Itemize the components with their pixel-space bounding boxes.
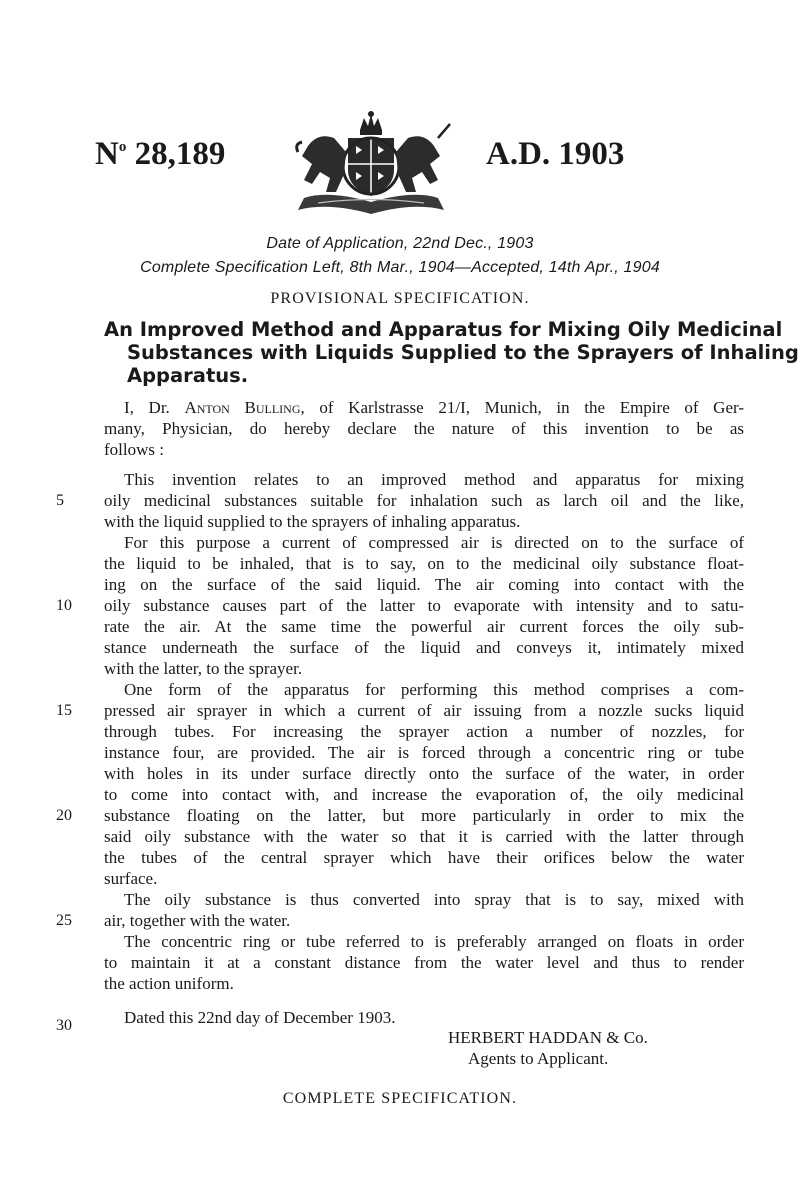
body-line: said oily substance with the water so that it is carried with the latter through	[104, 827, 744, 846]
body-line: This invention relates to an improved method and apparatus for mixing	[124, 470, 744, 489]
body-line: many, Physician, do hereby declare the nature of this invention to be as	[104, 419, 744, 438]
line-number: 25	[56, 912, 72, 929]
body-line: surface.	[104, 869, 158, 888]
patent-number-prefix: N	[95, 136, 119, 172]
body-line: the liquid to be inhaled, that is to say, on to the medicinal oily substance float-	[104, 554, 744, 573]
body-line: to maintain it at a constant distance from the water level and thus to render	[104, 953, 744, 972]
line-number: 30	[56, 1017, 72, 1034]
body-line: the action uniform.	[104, 974, 234, 993]
applicant-name: Anton Bulling	[184, 398, 301, 417]
body-line: with the liquid supplied to the sprayers of inhaling apparatus.	[104, 512, 521, 531]
provisional-title-line: Substances with Liquids Supplied to the Sprayers of Inhaling	[127, 341, 799, 364]
provisional-title-line: Apparatus.	[127, 364, 249, 387]
body-line: oily medicinal substances suitable for inhalation such as larch oil and the like,	[104, 491, 744, 510]
body-line: air, together with the water.	[104, 911, 291, 930]
patent-number-value: 28,189	[134, 136, 226, 172]
provisional-heading: PROVISIONAL SPECIFICATION.	[270, 290, 530, 307]
dated-line: Dated this 22nd day of December 1903.	[124, 1008, 396, 1027]
complete-heading: COMPLETE SPECIFICATION.	[282, 1090, 518, 1107]
body-line: The oily substance is thus converted into spray that is to say, mixed with	[124, 890, 744, 909]
specification-dates: Complete Specification Left, 8th Mar., 1904—Accepted, 14th Apr., 1904	[140, 259, 660, 276]
body-line: One form of the apparatus for performing this method comprises a com-	[124, 680, 744, 699]
body-line: to come into contact with, and increase the evaporation of, the oily medicinal	[104, 785, 744, 804]
body-line: with the latter, to the sprayer.	[104, 659, 303, 678]
royal-coat-of-arms-icon	[268, 108, 474, 218]
body-line: For this purpose a current of compressed air is directed on to the surface of	[124, 533, 744, 552]
body-line: rate the air. At the same time the powerful air current forces the oily sub-	[104, 617, 744, 636]
body-line: substance floating on the latter, but more particularly in order to mix the	[104, 806, 744, 825]
body-line: through tubes. For increasing the sprayer action a number of nozzles, for	[104, 722, 744, 741]
line-number: 5	[56, 492, 64, 509]
line-number: 15	[56, 702, 72, 719]
body-line: stance underneath the surface of the liquid and conveys it, intimately mixed	[104, 638, 744, 657]
intro-rest: , of Karlstrasse 21/I, Munich, in the Empire of Ger-	[300, 398, 744, 417]
line-number: 10	[56, 597, 72, 614]
provisional-title-line: An Improved Method and Apparatus for Mixing Oily Medicinal	[104, 318, 783, 341]
date-of-application: Date of Application, 22nd Dec., 1903	[266, 235, 534, 252]
body-line: the tubes of the central sprayer which have their orifices below the water	[104, 848, 744, 867]
body-line: instance four, are provided. The air is forced through a concentric ring or tube	[104, 743, 744, 762]
line-number: 20	[56, 807, 72, 824]
agent-role: Agents to Applicant.	[468, 1049, 609, 1068]
patent-number-suffix: o	[118, 139, 127, 155]
patent-year: A.D. 1903	[486, 136, 625, 172]
intro-start: I, Dr.	[124, 398, 185, 417]
body-line: The concentric ring or tube referred to is preferably arranged on floats in order	[124, 932, 744, 951]
body-line: oily substance causes part of the latter to evaporate with intensity and to satu-	[104, 596, 744, 615]
body-line: with holes in its under surface directly onto the surface of the water, in order	[104, 764, 744, 783]
provisional-title	[104, 318, 799, 387]
provisional-intro-line	[104, 397, 744, 418]
body-line: pressed air sprayer in which a current of air issuing from a nozzle sucks liquid	[104, 701, 744, 720]
agent-name: HERBERT HADDAN & Co.	[448, 1028, 648, 1047]
patent-number	[95, 136, 225, 173]
body-line: ing on the surface of the said liquid. The air coming into contact with the	[104, 575, 744, 594]
body-line: follows :	[104, 440, 164, 459]
